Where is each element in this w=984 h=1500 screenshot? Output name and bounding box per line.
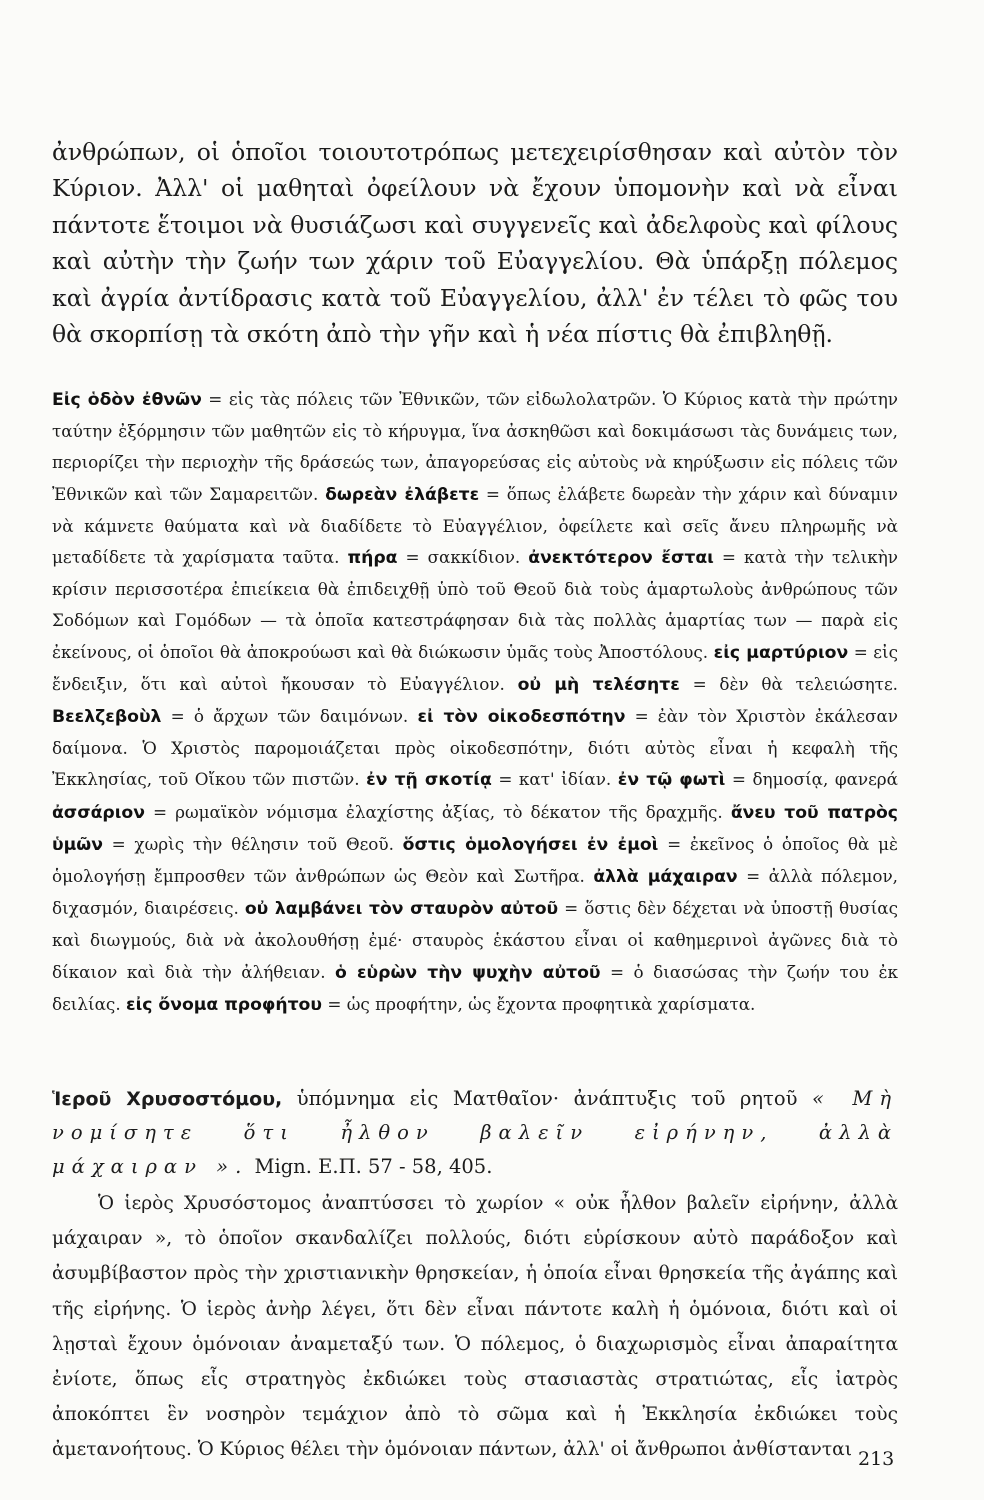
glossary-notes bbox=[52, 384, 898, 1021]
page-number: 213 bbox=[858, 1448, 895, 1470]
note-text: = ἐὰν τὸν Χριστὸν ἐκάλεσαν δαίμονα. Ὁ Χριστὸς παρομοιάζεται πρὸς οἰκοδεσπότην, διότι αὐτὸς εἶναι ἡ κεφαλὴ τῆς Ἐκκλησίας, τοῦ Οἴκου τῶν πιστῶν. bbox=[52, 706, 898, 790]
note-term: δωρεὰν ἐλάβετε bbox=[325, 484, 480, 505]
note-text: = σακκίδιον. bbox=[397, 547, 529, 568]
note-term: πήρα bbox=[347, 548, 398, 569]
note-text: = δημοσίᾳ, φανερά bbox=[725, 769, 899, 790]
note-entry bbox=[347, 547, 528, 567]
chrysostom-citation bbox=[52, 1082, 898, 1184]
note-text: = ὁ ἄρχων τῶν δαιμόνων. bbox=[161, 706, 418, 727]
chrysostom-heading bbox=[52, 1082, 898, 1184]
note-term: Βεελζεβοὺλ bbox=[52, 707, 162, 728]
note-term: ἀνεκτότερον ἔσται bbox=[528, 548, 714, 569]
note-text: = ρωμαϊκὸν νόμισμα ἐλαχίστης ἀξίας, τὸ δέκατον τῆς δραχμῆς. bbox=[144, 801, 731, 822]
note-term: εἰς ὄνομα προφήτου bbox=[126, 994, 322, 1015]
chrysostom-reference: Mign. Ε.Π. 57 - 58, 405. bbox=[248, 1155, 493, 1178]
commentary-paragraph bbox=[52, 1186, 898, 1468]
chrysostom-author: Ἱεροῦ Χρυσοστόμου, bbox=[52, 1088, 283, 1110]
note-term: ἀσσάριον bbox=[52, 802, 145, 823]
note-text: = ὅπως ἐλάβετε δωρεὰν τὴν χάριν καὶ δύναμιν νὰ κάμνετε θαύματα καὶ νὰ διαδίδετε τὸ Εὐαγγέλιον, ὀφείλετε καὶ σεῖς ἄνευ πληρωμῆς νὰ μεταδίδετε τὰ χαρίσματα ταῦτα. bbox=[52, 483, 898, 568]
note-entry bbox=[52, 706, 417, 726]
main-paragraph bbox=[52, 134, 898, 352]
note-entry bbox=[52, 802, 731, 822]
note-text: = εἰς ἔνδειξιν, ὅτι καὶ αὐτοὶ ἤκουσαν τὸ Εὐαγγέλιον. bbox=[52, 641, 898, 694]
note-text: = ὁ διασώσας τὴν ζωήν του ἐκ δειλίας. bbox=[52, 961, 899, 1014]
note-text: = κατ' ἰδίαν. bbox=[491, 769, 618, 790]
note-term: ἀλλὰ μάχαιραν bbox=[593, 867, 738, 888]
note-text: = δὲν θὰ τελειώσητε. bbox=[679, 673, 898, 694]
chrysostom-lead: ὑπόμνημα εἰς Ματθαῖον· ἀνάπτυξις τοῦ ρητοῦ bbox=[282, 1087, 812, 1110]
note-term: οὐ λαμβάνει τὸν σταυρὸν αὐτοῦ bbox=[244, 899, 559, 920]
note-term: ἐν τῇ σκοτίᾳ bbox=[366, 770, 492, 791]
note-entry bbox=[126, 994, 755, 1014]
commentary-body: Ὁ ἱερὸς Χρυσόστομος ἀναπτύσσει τὸ χωρίον « οὐκ ἦλθον βαλεῖν εἰρήνην, ἀλλὰ μάχαιραν », τὸ ὁποῖον σκανδαλίζει πολλούς, διότι εὑρίσκουν αὐτὸ παράδοξον καὶ ἀσυμβίβαστον πρὸς τὴν χριστιανικὴν θρησκείαν, ἡ ὁποία εἶναι θρησκεία τῆς ἀγάπης καὶ τῆς εἰρήνης. Ὁ ἱερὸς ἀνὴρ λέγει, ὅτι δὲν εἶναι πάντοτε καλὴ ἡ ὁμόνοια, διότι καὶ οἱ λῃσταὶ ἔχουν ὁμόνοιαν ἀναμεταξύ των. Ὁ πόλεμος, ὁ διαχωρισμὸς εἶναι ἀπαραίτητα ἐνίοτε, ὅπως εἷς στρατηγὸς ἐκδιώκει τοὺς στασιαστὰς στρατιώτας, εἷς ἰατρὸς ἀποκόπτει ἓν νοσηρὸν τεμάχιον ἀπὸ τὸ σῶμα καὶ ἡ Ἐκκλησία ἐκδιώκει τοὺς ἀμετανοήτους. Ὁ Κύριος θέλει τὴν ὁμόνοιαν πάντων, ἀλλ' οἱ ἄνθρωποι ἀνθίστανται bbox=[52, 1193, 898, 1461]
note-term: ὁ εὑρὼν τὴν ψυχὴν αὐτοῦ bbox=[335, 962, 601, 983]
note-term: εἰς μαρτύριον bbox=[713, 642, 849, 663]
paragraph-text: ἀνθρώπων, οἱ ὁποῖοι τοιουτοτρόπως μετεχειρίσθησαν καὶ αὐτὸν τὸν Κύριον. Ἀλλ' οἱ μαθηταὶ ὀφείλουν νὰ ἔχουν ὑπομονὴν καὶ νὰ εἶναι πάντοτε ἕτοιμοι νὰ θυσιάζωσι καὶ συγγενεῖς καὶ ἀδελφοὺς καὶ φίλους καὶ αὐτὴν τὴν ζωήν των χάριν τοῦ Εὐαγγελίου. Θὰ ὑπάρξῃ πόλεμος καὶ ἀγρία ἀντίδρασις κατὰ τοῦ Εὐαγγελίου, ἀλλ' ἐν τέλει τὸ φῶς του θὰ σκορπίσῃ τὰ σκότη ἀπὸ τὴν γῆν καὶ ἡ νέα πίστις θὰ ἐπιβληθῇ. bbox=[52, 138, 898, 349]
note-text: = ἐκεῖνος ὁ ὁποῖος θὰ μὲ ὁμολογήσῃ ἔμπροσθεν τῶν ἀνθρώπων ὡς Θεὸν καὶ Σωτῆρα. bbox=[52, 833, 898, 887]
note-term: ἐν τῷ φωτὶ bbox=[617, 770, 726, 791]
note-term: οὐ μὴ τελέσητε bbox=[517, 674, 680, 695]
note-term: ὅστις ὁμολογήσει ἐν ἐμοὶ bbox=[402, 834, 659, 855]
note-entry bbox=[366, 769, 618, 789]
note-text: = ὅστις δὲν δέχεται νὰ ὑποστῇ θυσίας καὶ διωγμούς, διὰ νὰ ἀκολουθήσῃ ἐμέ· σταυρὸς ἑκάστου εἶναι οἱ καθημερινοὶ ἀγῶνες διὰ τὸ δίκαιον καὶ διὰ τὴν ἀλήθειαν. bbox=[52, 898, 899, 982]
note-text: = ἀλλὰ πόλεμον, διχασμόν, διαιρέσεις. bbox=[52, 866, 898, 919]
chrysostom-quote: « Μὴ νομίσητε ὅτι ἦλθον βαλεῖν εἰρήνην, ἀλλὰ μάχαιραν ». bbox=[52, 1087, 899, 1178]
notes-paragraph bbox=[52, 384, 898, 1021]
note-text: = χωρὶς τὴν θέλησιν τοῦ Θεοῦ. bbox=[102, 833, 403, 854]
note-term: ἄνευ τοῦ πατρὸς ὑμῶν bbox=[52, 802, 898, 855]
note-term: εἰ τὸν οἰκοδεσπότην bbox=[417, 707, 626, 728]
note-entry bbox=[518, 674, 898, 694]
note-text: = ὡς προφήτην, ὡς ἔχοντα προφητικὰ χαρίσματα. bbox=[321, 993, 756, 1014]
note-term: Εἰς ὁδὸν ἐθνῶν bbox=[52, 390, 202, 410]
note-entry bbox=[618, 769, 898, 789]
commentary-text bbox=[52, 1186, 898, 1468]
note-text: = κατὰ τὴν τελικὴν κρίσιν περισσοτέρα ἐπιείκεια θὰ ἐπιδειχθῇ ὑπὸ τοῦ Θεοῦ διὰ τοὺς ἁμαρτωλοὺς ἀνθρώπους τῶν Σοδόμων καὶ Γομόδων — τὰ ὁποῖα κατεστράφησαν διὰ τὰς πολλὰς ἁμαρτίας των — παρὰ εἰς ἐκείνους, οἱ ὁποῖοι θὰ ἀποκρούωσι καὶ θὰ διώκωσιν ὑμᾶς τοὺς Ἀποστόλους. bbox=[52, 547, 898, 662]
note-text: = εἰς τὰς πόλεις τῶν Ἐθνικῶν, τῶν εἰδωλολατρῶν. Ὁ Κύριος κατὰ τὴν πρώτην ταύτην ἐξόρμησιν τῶν μαθητῶν εἰς τὸ κήρυγμα, ἵνα ἀσκηθῶσι καὶ δοκιμάσωσι τὰς δυνάμεις των, περιορίζει τὴν περιοχὴν τῆς δράσεώς των, ἀπαγορεύσας εἰς αὐτοὺς νὰ κηρύξωσιν εἰς πόλεις τῶν Ἐθνικῶν καὶ τῶν Σαμαρειτῶν. bbox=[52, 389, 898, 504]
